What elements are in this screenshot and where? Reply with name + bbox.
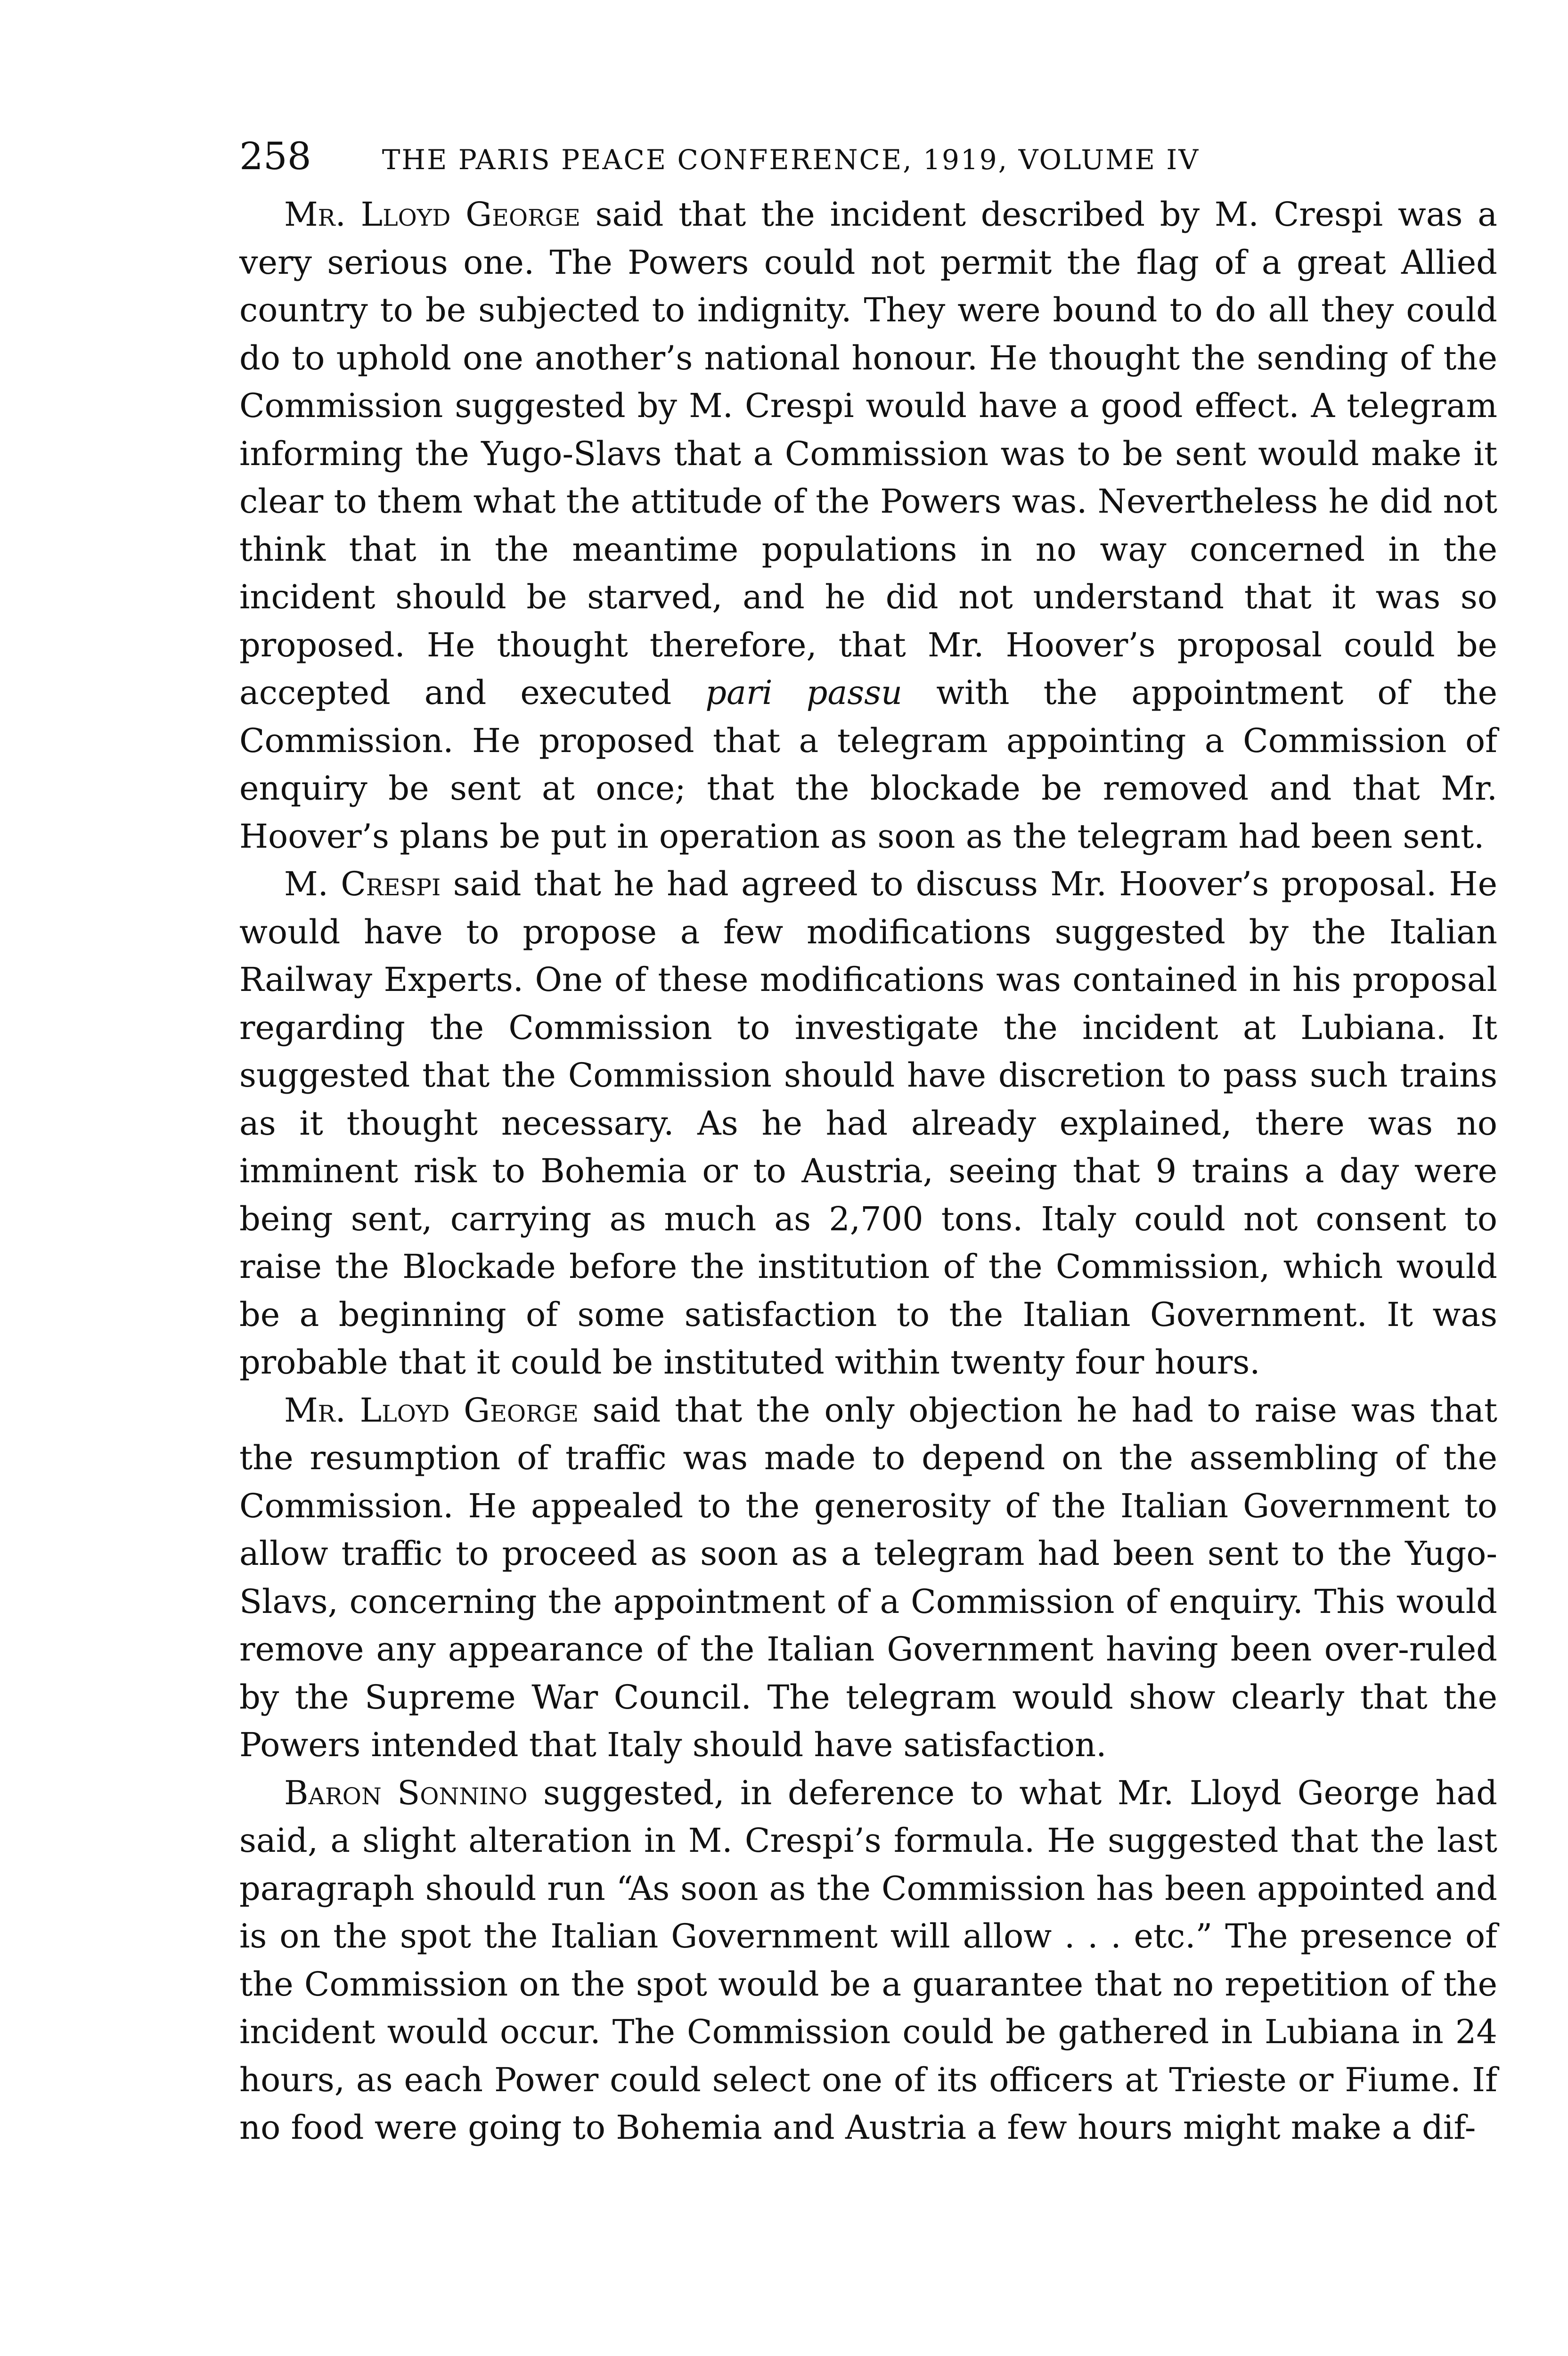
document-page — [239, 134, 1497, 2152]
paragraph-text: said that he had agreed to discuss Mr. Hoover’s proposal. He would have to propose a few modifications suggested by the Italian Railway Experts. One of these modifications was contained in his proposal regarding the Commission to investigate the incident at Lubiana. It suggested that the Commission should have discretion to pass such trains as it thought necessary. As he had already explained, there was no imminent risk to Bohemia or to Austria, seeing that 9 trains a day were being sent, carrying as much as 2,700 tons. Italy could not consent to raise the Blockade before the institution of the Commission, which would be a beginning of some satisfaction to the Italian Government. It was probable that it could be instituted within twenty four hours. — [239, 865, 1497, 1382]
speaker-name: Baron Sonnino — [284, 1773, 528, 1812]
speaker-name: Mr. Lloyd George — [284, 195, 580, 234]
paragraph-lloyd-george-2 — [239, 1387, 1497, 1769]
running-title: THE PARIS PEACE CONFERENCE, 1919, VOLUME IV — [382, 144, 1200, 176]
paragraph-text: said that the incident described by M. Crespi was a very serious one. The Powers could not permit the flag of a great Allied country to be subjected to indignity. They were bound to do all they could do to uphold one another’s national honour. He thought the sending of the Commission suggested by M. Crespi would have a good effect. A telegram informing the Yugo-Slavs that a Commission was to be sent would make it clear to them what the attitude of the Powers was. Nevertheless he did not think that in the meantime populations in no way concerned in the incident should be starved, and he did not understand that it was so proposed. He thought therefore, that Mr. Hoover’s proposal could be accepted and executed — [239, 195, 1497, 712]
page-number: 258 — [239, 134, 311, 178]
paragraph-text: with the appointment of the Commission. He proposed that a telegram appointing a Commission of enquiry be sent at once; that the blockade be removed and that Mr. Hoover’s plans be put in operation as soon as the telegram had been sent. — [239, 673, 1497, 856]
paragraph-lloyd-george-1 — [239, 191, 1497, 860]
paragraph-text: said that the only objection he had to raise was that the resumption of traffic was made to depend on the assembling of the Commission. He appealed to the generosity of the Italian Government to allow traffic to proceed as soon as a telegram had been sent to the Yugo-Slavs, concerning the appointment of a Commission of enquiry. This would remove any appearance of the Italian Government having been over-ruled by the Supreme War Council. The telegram would show clearly that the Powers intended that Italy should have satisfaction. — [239, 1391, 1497, 1764]
running-head — [239, 134, 1497, 191]
paragraph-crespi — [239, 860, 1497, 1387]
speaker-name: Mr. Lloyd George — [284, 1391, 579, 1430]
paragraph-text: suggested, in deference to what Mr. Lloyd George had said, a slight alteration in M. Crespi’s formula. He suggested that the last paragraph should run “As soon as the Commission has been appointed and is on the spot the Italian Government will allow . . . etc.” The presence of the Commission on the spot would be a guarantee that no repetition of the incident would occur. The Commission could be gathered in Lubiana in 24 hours, as each Power could select one of its officers at Trieste or Fiume. If no food were going to Bohemia and Austria a few hours might make a dif- — [239, 1773, 1497, 2147]
speaker-name: M. Crespi — [284, 865, 441, 903]
italic-phrase: pari passu — [705, 673, 903, 712]
paragraph-sonnino — [239, 1769, 1497, 2152]
